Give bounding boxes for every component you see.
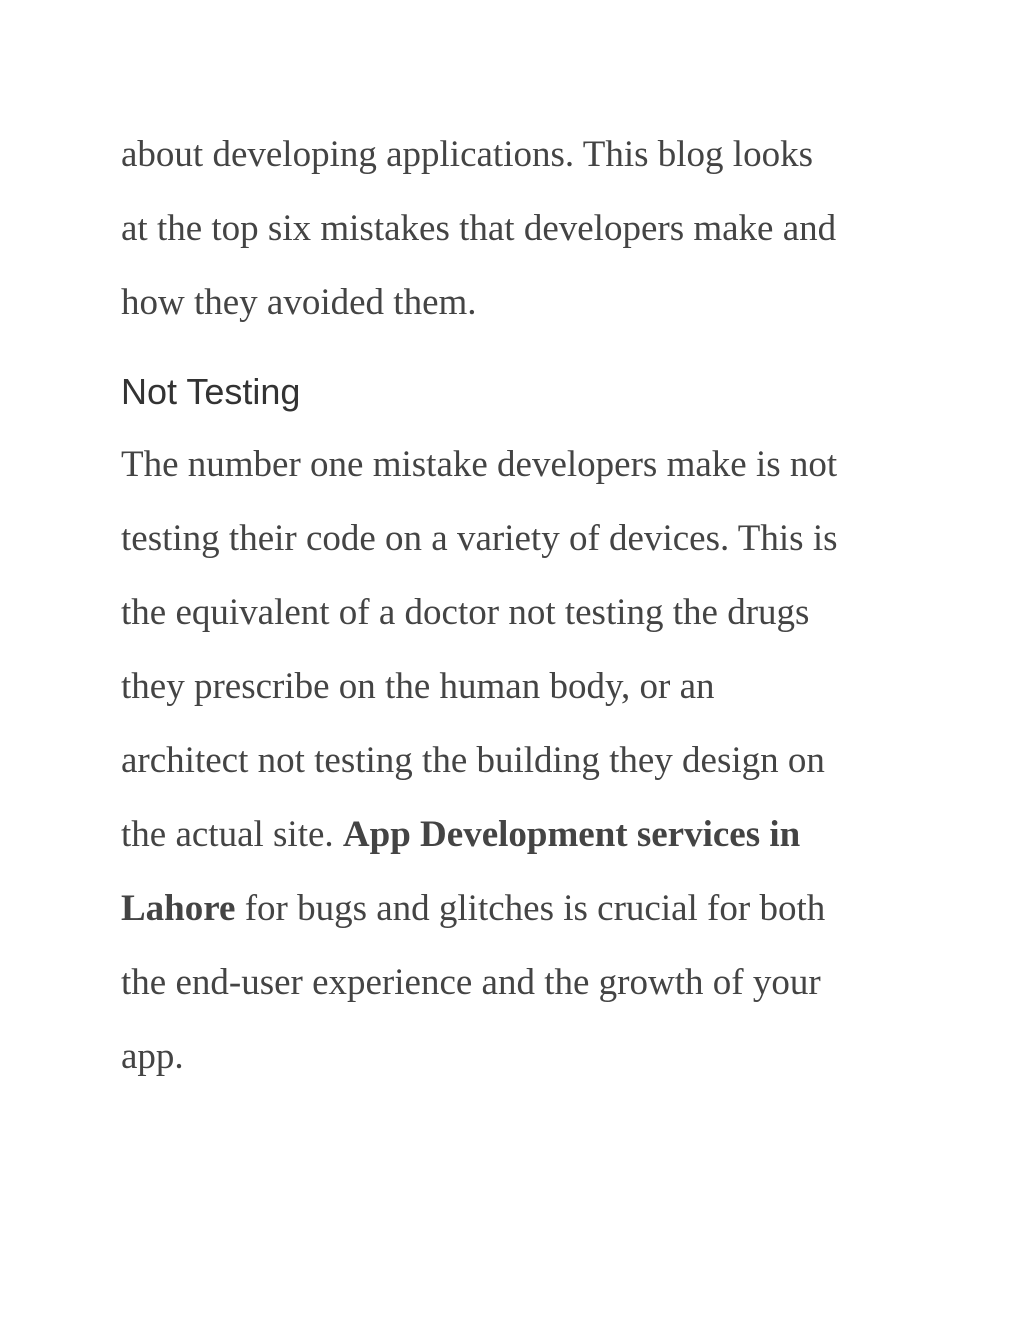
intro-line-1: about developing applications. This blog looks bbox=[121, 134, 813, 175]
section-line-4: they prescribe on the human body, or an bbox=[121, 666, 715, 707]
intro-line-3: how they avoided them. bbox=[121, 282, 477, 323]
section-line-9: app. bbox=[121, 1036, 184, 1077]
section-line-6 bbox=[121, 798, 921, 872]
section-line-6-start: the actual site. bbox=[121, 814, 343, 855]
section-line-8: the end-user experience and the growth of your bbox=[121, 962, 821, 1003]
bold-keyword-part-1: App Development services in bbox=[342, 814, 801, 855]
document-page bbox=[121, 118, 921, 1094]
section-line-1: The number one mistake developers make is not bbox=[121, 444, 838, 485]
section-line-5: architect not testing the building they design on bbox=[121, 740, 825, 781]
section-heading: Not Testing bbox=[121, 371, 301, 412]
section-line-7-end: for bugs and glitches is crucial for both bbox=[235, 888, 826, 929]
section-line-3: the equivalent of a doctor not testing the drugs bbox=[121, 592, 810, 633]
section-line-2: testing their code on a variety of devices. This is bbox=[121, 518, 838, 559]
intro-line-2: at the top six mistakes that developers make and bbox=[121, 208, 837, 249]
intro-paragraph bbox=[121, 118, 921, 340]
section-line-7 bbox=[121, 872, 921, 946]
section-paragraph bbox=[121, 428, 921, 1094]
bold-keyword-part-2: Lahore bbox=[121, 888, 236, 929]
